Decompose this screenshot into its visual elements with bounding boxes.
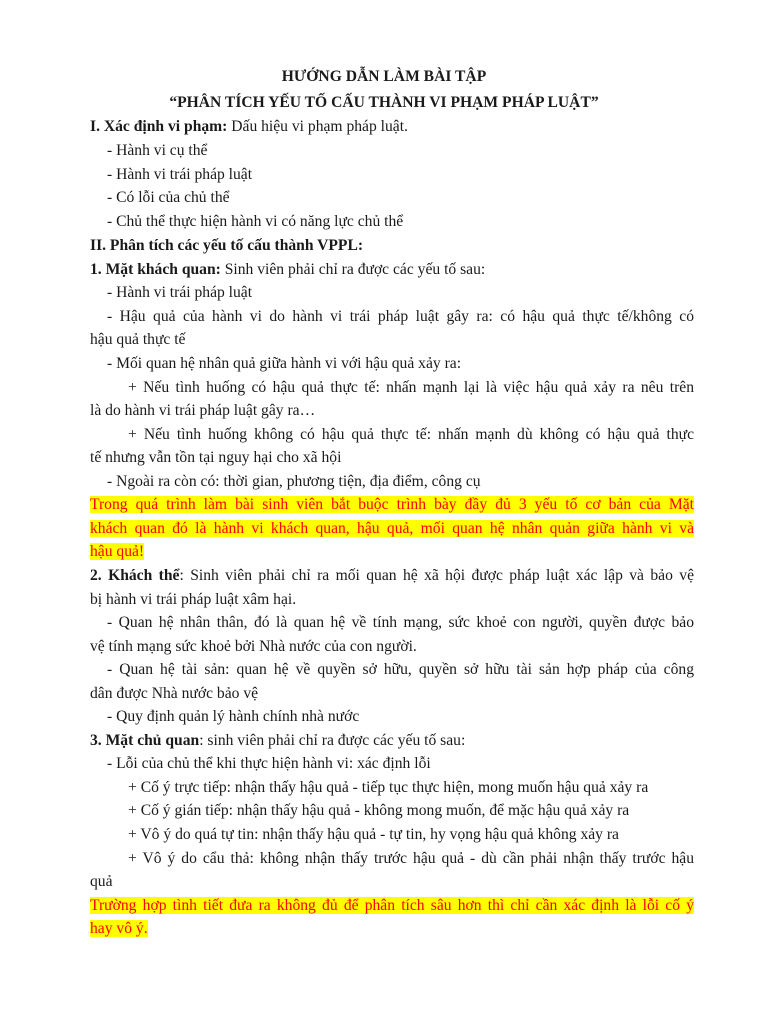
list-item-continuation: hậu quả thực tế — [90, 331, 186, 348]
part-2-text: : Sinh viên phải chỉ ra mối quan hệ xã hội được pháp luật xác lập và bảo vệ — [179, 567, 694, 584]
section-1-label: I. Xác định vi phạm: — [90, 118, 228, 135]
section-2-label: II. Phân tích các yếu tố cấu thành VPPL: — [90, 237, 364, 254]
list-item: - Quan hệ nhân thân, đó là quan hệ về tính mạng, sức khoẻ con người, quyền được bảo — [107, 614, 694, 631]
sub-item: + Cố ý gián tiếp: nhận thấy hậu quả - không mong muốn, để mặc hậu quả xảy ra — [128, 802, 630, 819]
list-item: - Quan hệ tài sản: quan hệ về quyền sở hữu, quyền sở hữu tài sản hợp pháp của công — [107, 661, 694, 678]
part-2-label: 2. Khách thể — [90, 567, 180, 584]
list-item: - Quy định quản lý hành chính nhà nước — [107, 708, 360, 725]
highlight-note-2-line — [90, 918, 694, 940]
highlight-note-1-line — [90, 494, 694, 516]
part-2-heading — [90, 565, 694, 587]
section-1-heading — [90, 116, 694, 138]
list-item-continuation: dân được Nhà nước bảo vệ — [90, 685, 259, 702]
section-1-text: Dấu hiệu vi phạm pháp luật. — [227, 118, 408, 135]
doc-title-line-1: HƯỚNG DẪN LÀM BÀI TẬP — [281, 68, 487, 85]
part-1-label: 1. Mặt khách quan: — [90, 261, 221, 278]
list-item: - Hậu quả của hành vi do hành vi trái pháp luật gây ra: có hậu quả thực tế/không có — [107, 308, 694, 325]
highlight-text: khách quan đó là hành vi khách quan, hậu quả, mối quan hệ nhân quản giữa hành vi và — [90, 520, 694, 537]
part-2-text-continuation: bị hành vi trái pháp luật xâm hại. — [90, 591, 297, 608]
sub-item: + Vô ý do cẩu thả: không nhận thấy trước hậu quả - dù cần phải nhận thấy trước hậu — [128, 850, 694, 867]
highlight-note-2-line — [90, 895, 694, 917]
highlight-text: Trường hợp tình tiết đưa ra không đủ để phân tích sâu hơn thì chỉ cần xác định là lỗi cố ý — [90, 897, 694, 914]
highlight-note-1-line — [90, 541, 694, 563]
highlight-text: hay vô ý. — [90, 920, 148, 937]
sub-item: + Nếu tình huống không có hậu quả thực tế: nhấn mạnh dù không có hậu quả thực — [128, 426, 694, 443]
part-3-label: 3. Mặt chủ quan — [90, 732, 200, 749]
sub-item: + Nếu tình huống có hậu quả thực tế: nhấn mạnh lại là việc hậu quả xảy ra nêu trên — [128, 379, 694, 396]
sub-item: + Vô ý do quá tự tin: nhận thấy hậu quả - tự tin, hy vọng hậu quả không xảy ra — [128, 826, 619, 843]
list-item: - Hành vi cụ thể — [107, 142, 208, 159]
list-item: - Hành vi trái pháp luật — [107, 284, 253, 301]
sub-item-continuation: quả — [90, 873, 113, 890]
list-item: - Hành vi trái pháp luật — [107, 166, 253, 183]
sub-item-continuation: là do hành vi trái pháp luật gây ra… — [90, 402, 316, 419]
highlight-text: hậu quả! — [90, 543, 145, 560]
section-2-heading — [90, 235, 694, 257]
list-item-continuation: vệ tính mạng sức khoẻ bởi Nhà nước của con người. — [90, 638, 417, 655]
sub-item: + Cố ý trực tiếp: nhận thấy hậu quả - tiếp tục thực hiện, mong muốn hậu quả xảy ra — [128, 779, 649, 796]
part-1-heading — [90, 259, 694, 281]
list-item: - Lỗi của chủ thể khi thực hiện hành vi: xác định lỗi — [107, 755, 431, 772]
highlight-note-1-line — [90, 518, 694, 540]
list-item: - Ngoài ra còn có: thời gian, phương tiện, địa điểm, công cụ — [107, 473, 481, 490]
list-item: - Chủ thể thực hiện hành vi có năng lực chủ thể — [107, 213, 404, 230]
doc-title-line-2: “PHÂN TÍCH YẾU TỐ CẤU THÀNH VI PHẠM PHÁP LUẬT” — [169, 94, 599, 111]
list-item: - Có lỗi của chủ thể — [107, 189, 230, 206]
part-1-text: Sinh viên phải chỉ ra được các yếu tố sau: — [220, 261, 486, 278]
highlight-text: Trong quá trình làm bài sinh viên bắt buộc trình bày đầy đủ 3 yếu tố cơ bản của Mặt — [90, 496, 694, 513]
part-3-heading — [90, 730, 694, 752]
sub-item-continuation: tế nhưng vẫn tồn tại nguy hại cho xã hội — [90, 449, 342, 466]
list-item: - Mối quan hệ nhân quả giữa hành vi với hậu quả xảy ra: — [107, 355, 462, 372]
part-3-text: : sinh viên phải chỉ ra được các yếu tố sau: — [199, 732, 466, 749]
